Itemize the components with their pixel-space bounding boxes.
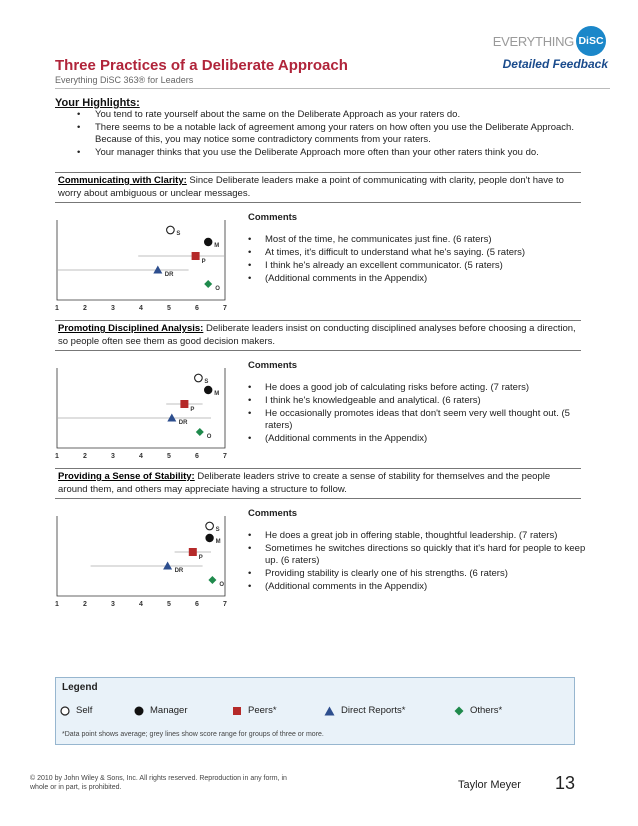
data-point-peers (180, 400, 188, 408)
comment-item: • (Additional comments in the Appendix) (248, 581, 588, 593)
brand-logo (493, 26, 606, 56)
data-point-direct-reports (167, 414, 176, 422)
data-point-others (204, 280, 212, 288)
data-point-manager (205, 534, 213, 542)
x-tick-label: 2 (83, 601, 87, 608)
x-tick-label: 3 (111, 305, 115, 312)
comment-item: • Providing stability is clearly one of his strengths. (6 raters) (248, 568, 588, 580)
point-label: M (214, 243, 220, 249)
legend-label: Others* (470, 705, 503, 716)
x-tick-label: 2 (83, 305, 87, 312)
section-description: Deliberate leaders strive to create a sense of stability for themselves and the people around them, and others may appreciate having a structure to follow. (58, 471, 551, 495)
section-heading: Providing a Sense of Stability: (58, 471, 195, 482)
diamond-icon (454, 706, 464, 716)
comments-stability (248, 508, 588, 594)
legend-item-direct-reports (324, 705, 405, 716)
point-label: O (215, 286, 220, 292)
chart-analysis (55, 368, 235, 468)
comment-item: • I think he's already an excellent communicator. (5 raters) (248, 260, 588, 272)
open-circle-icon (60, 706, 70, 716)
data-point-peers (192, 252, 200, 260)
point-label: M (214, 391, 220, 397)
comment-item: • I think he's knowledgeable and analytical. (6 raters) (248, 395, 588, 407)
comment-item: • (Additional comments in the Appendix) (248, 273, 588, 285)
point-label: O (206, 434, 212, 440)
comment-item: • At times, it's difficult to understand what he's saying. (5 raters) (248, 247, 588, 259)
page-subtitle: Everything DiSC 363® for Leaders (55, 75, 194, 85)
data-point-manager (204, 386, 212, 394)
x-tick-label: 6 (195, 453, 199, 460)
highlight-item: • There seems to be a notable lack of agreement among your raters on how often you use the Deliberate Approach. Because of this, you may notice some contradictory comments from your raters. (55, 122, 575, 146)
highlight-item: • You tend to rate yourself about the same on the Deliberate Approach as your raters do. (55, 109, 575, 121)
x-tick-label: 7 (223, 453, 227, 460)
data-point-direct-reports (163, 562, 172, 570)
comment-item: • (Additional comments in the Appendix) (248, 433, 588, 445)
legend-label: Self (76, 705, 93, 716)
comment-item: • Most of the time, he communicates just fine. (6 raters) (248, 234, 588, 246)
data-point-self (195, 374, 203, 382)
x-tick-label: 6 (195, 305, 199, 312)
x-tick-label: 4 (139, 305, 143, 312)
section-description: Since Deliberate leaders make a point of communicating with clarity, people don't have to worry about ambiguous or unclear messages. (58, 175, 564, 199)
comments-analysis (248, 360, 588, 446)
x-tick-label: 2 (83, 453, 87, 460)
legend-footnote: *Data point shows average; grey lines show score range for groups of three or more. (62, 731, 324, 738)
x-tick-label: 4 (139, 601, 143, 608)
chart-stability (55, 516, 235, 616)
comment-item: • He does a good job of calculating risks before acting. (7 raters) (248, 382, 588, 394)
x-tick-label: 1 (55, 305, 59, 312)
square-icon (232, 706, 242, 716)
disc-badge-icon: DiSC (576, 26, 606, 56)
point-label: P (198, 555, 203, 561)
chart-plot (55, 220, 235, 310)
data-point-direct-reports (153, 266, 162, 274)
section-header-stability (55, 468, 581, 499)
x-tick-label: 5 (167, 453, 171, 460)
footer-copyright: © 2010 by John Wiley & Sons, Inc. All rights reserved. Reproduction in any form, in whole or in part, is prohibited. (30, 775, 287, 791)
point-label: DR (178, 420, 188, 426)
detailed-feedback-label: Detailed Feedback (502, 57, 608, 71)
legend-item-peers (232, 705, 277, 716)
legend-box (55, 677, 575, 745)
comments-title: Comments (248, 360, 298, 371)
x-tick-label: 4 (139, 453, 143, 460)
section-description: Deliberate leaders insist on conducting disciplined analyses before choosing a direction, so people often see them as good decision makers. (58, 323, 576, 347)
x-tick-label: 1 (55, 453, 59, 460)
data-point-peers (189, 548, 197, 556)
legend-item-manager (134, 705, 188, 716)
data-point-others (196, 428, 204, 436)
highlights-title: Your Highlights: (55, 97, 140, 109)
point-label: DR (174, 568, 184, 574)
point-label: P (201, 259, 206, 265)
point-label: P (190, 407, 195, 413)
point-label: O (219, 582, 225, 588)
chart-plot (55, 516, 235, 606)
point-label: DR (164, 272, 174, 278)
x-tick-label: 7 (223, 601, 227, 608)
point-label: S (176, 231, 181, 237)
x-tick-label: 5 (167, 305, 171, 312)
x-tick-label: 5 (167, 601, 171, 608)
chart-clarity (55, 220, 235, 320)
page-title: Three Practices of a Deliberate Approach (55, 57, 348, 74)
x-tick-label: 7 (223, 305, 227, 312)
comment-item: • Sometimes he switches directions so quickly that it's hard for people to keep up. (6 raters) (248, 543, 588, 567)
section-header-analysis (55, 320, 581, 351)
legend-title: Legend (62, 682, 98, 693)
point-label: S (204, 379, 209, 385)
section-heading: Communicating with Clarity: (58, 175, 187, 186)
brand-text: EVERYTHING (492, 33, 574, 49)
comments-title: Comments (248, 508, 298, 519)
legend-label: Direct Reports* (341, 705, 406, 716)
data-point-self (206, 522, 214, 530)
comments-clarity (248, 212, 588, 286)
legend-label: Peers* (248, 705, 277, 716)
legend-item-self (60, 705, 92, 716)
data-point-manager (204, 238, 212, 246)
data-point-others (208, 576, 216, 584)
point-label: S (215, 527, 220, 533)
chart-plot (55, 368, 235, 458)
highlight-item: • Your manager thinks that you use the Deliberate Approach more often than your other raters think you do. (55, 147, 575, 159)
page-number: 13 (555, 773, 576, 793)
legend-label: Manager (150, 705, 188, 716)
x-tick-label: 1 (55, 601, 59, 608)
footer-name: Taylor Meyer (458, 779, 521, 791)
legend-item-others (454, 705, 502, 716)
x-tick-label: 3 (111, 453, 115, 460)
section-heading: Promoting Disciplined Analysis: (58, 323, 204, 334)
point-label: M (215, 539, 221, 545)
data-point-self (167, 226, 175, 234)
triangle-icon (324, 706, 335, 716)
comments-title: Comments (248, 212, 298, 223)
highlights-list (55, 109, 575, 160)
comment-item: • He does a great job in offering stable, thoughtful leadership. (7 raters) (248, 530, 588, 542)
filled-circle-icon (134, 706, 144, 716)
comment-item: • He occasionally promotes ideas that don't seem very well thought out. (5 raters) (248, 408, 588, 432)
section-header-clarity (55, 172, 581, 203)
chart-axes (57, 220, 225, 300)
x-tick-label: 3 (111, 601, 115, 608)
x-tick-label: 6 (195, 601, 199, 608)
header-divider (55, 88, 610, 89)
